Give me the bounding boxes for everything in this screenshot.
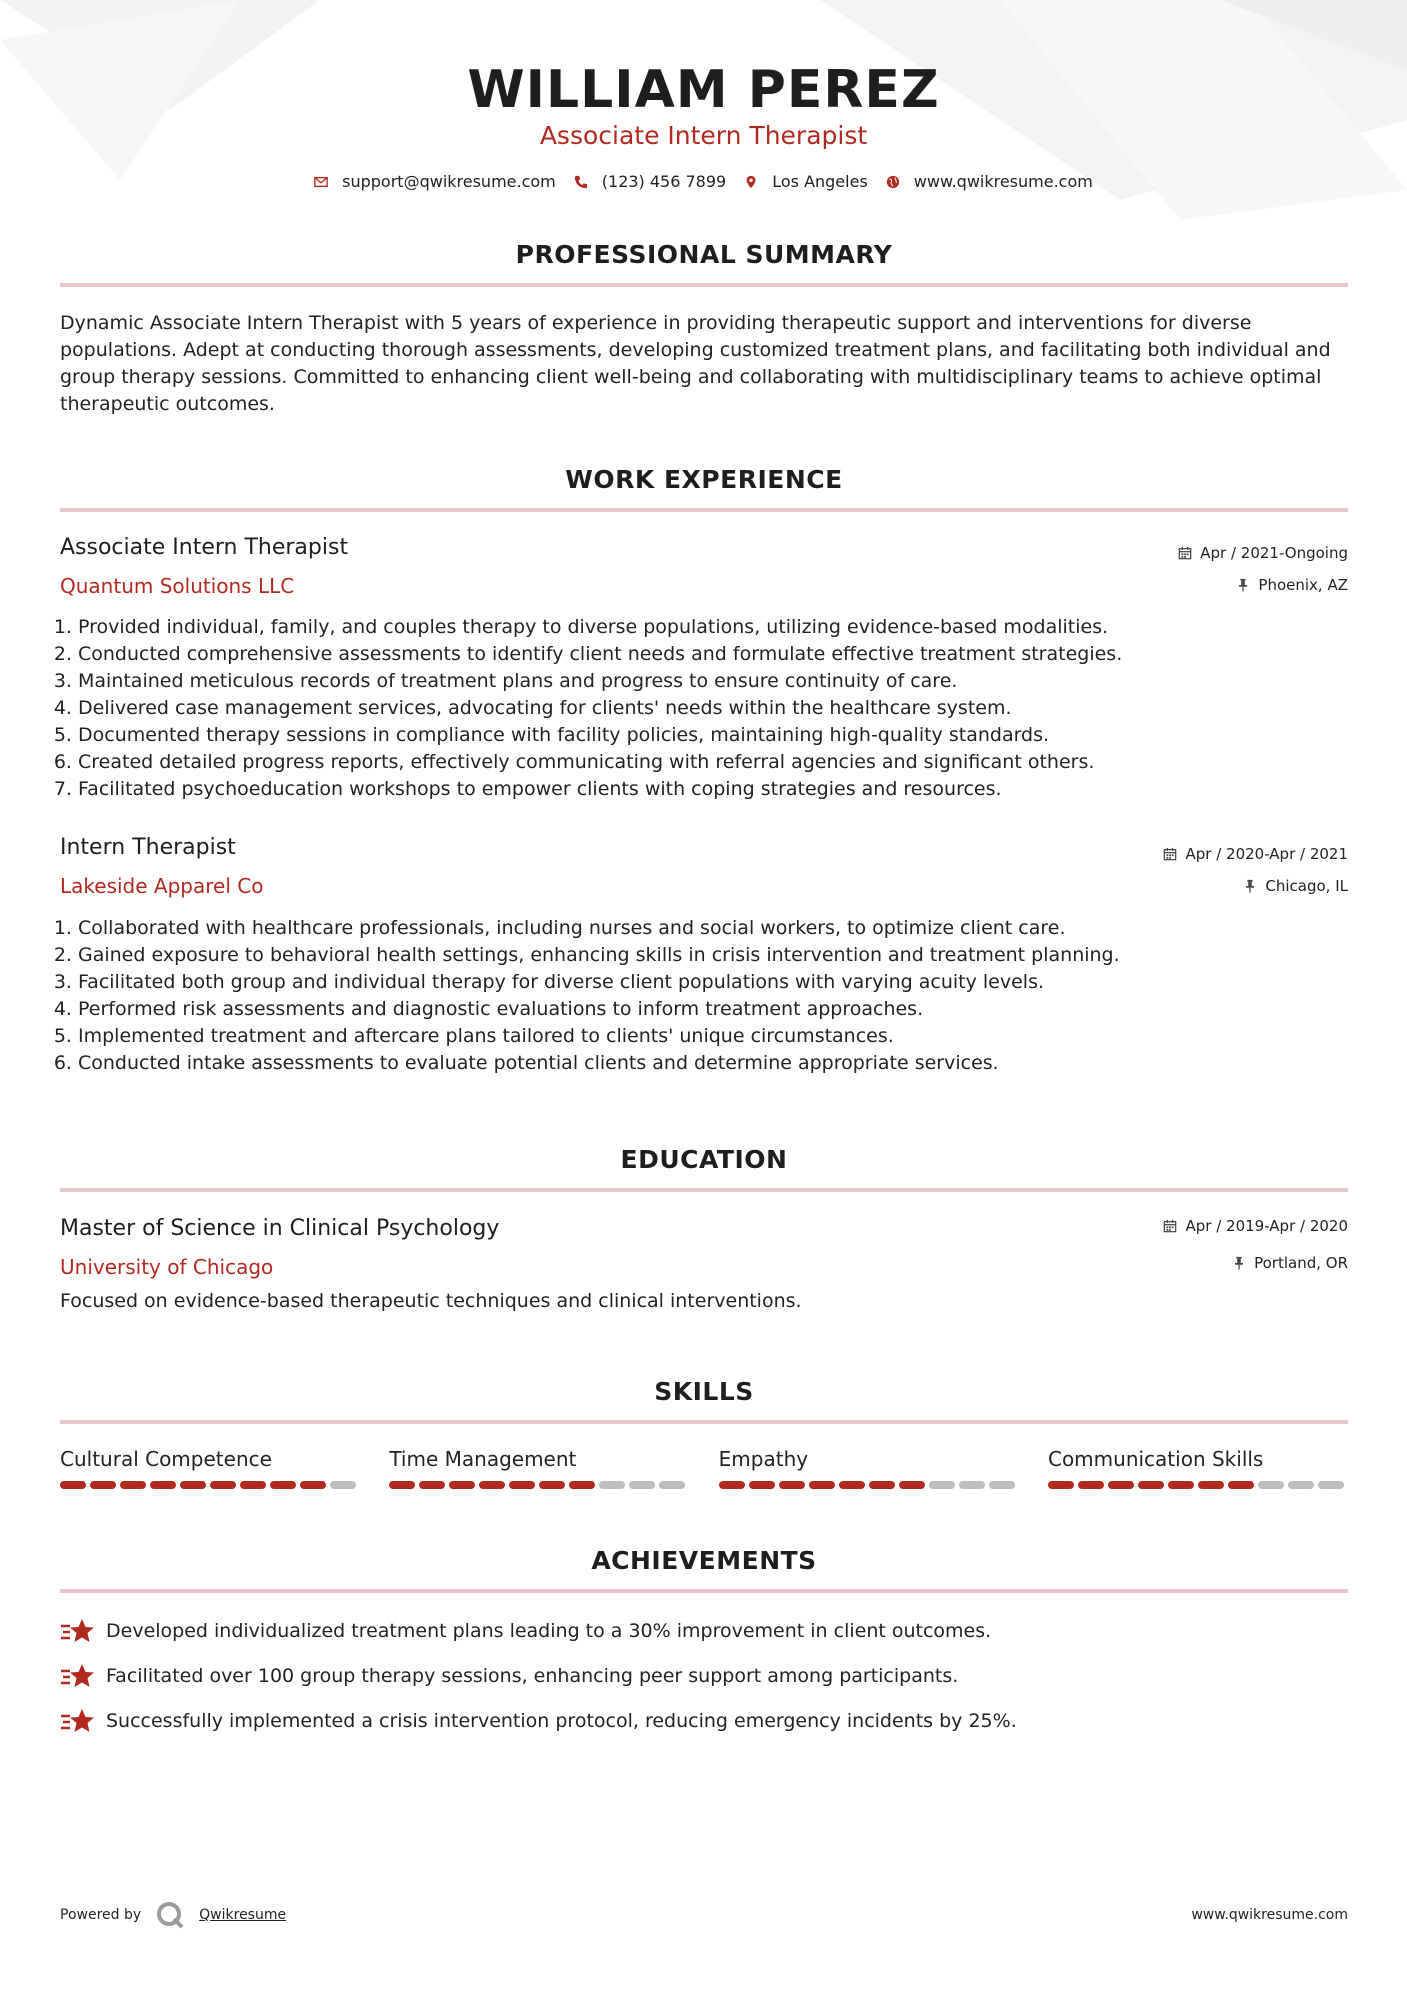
skills-list (60, 1447, 1348, 1489)
achievement-text: Successfully implemented a crisis intervention protocol, reducing emergency incidents by 25%. (106, 1710, 1017, 1732)
job-bullet-list (60, 614, 1366, 803)
skill-rating-bar (60, 1481, 360, 1489)
skill-segment-filled (150, 1481, 176, 1489)
education-heading: EDUCATION (620, 1145, 788, 1174)
envelope-icon (314, 175, 328, 189)
skill-item (719, 1447, 1019, 1489)
contact-website[interactable] (886, 172, 1093, 191)
skill-segment-filled (479, 1481, 505, 1489)
skill-segment-filled (1198, 1481, 1224, 1489)
skill-name: Empathy (718, 1447, 809, 1471)
skill-name: Communication Skills (1047, 1447, 1264, 1471)
experience-divider (60, 508, 1348, 512)
contact-phone-text: (123) 456 7899 (601, 172, 727, 191)
education-dates-text: Apr / 2019-Apr / 2020 (1185, 1217, 1348, 1235)
job-bullet: 7. Facilitated psychoeducation workshops to empower clients with coping strategies and resources. (78, 776, 1366, 803)
candidate-role: Associate Intern Therapist (539, 121, 868, 150)
skill-rating-bar (389, 1481, 689, 1489)
skill-segment-filled (419, 1481, 445, 1489)
contact-bar (0, 172, 1407, 191)
job-dates-text: Apr / 2021-Ongoing (1200, 544, 1348, 562)
achievement-item (60, 1662, 958, 1690)
calendar-icon (1178, 546, 1192, 560)
contact-email-text: support@qwikresume.com (342, 172, 556, 191)
contact-website-text: www.qwikresume.com (913, 172, 1093, 191)
achievement-text: Developed individualized treatment plans leading to a 30% improvement in client outcomes. (106, 1620, 992, 1642)
job-title: Intern Therapist (60, 835, 236, 860)
contact-location (744, 172, 868, 191)
footer-powered-by (60, 1900, 286, 1930)
pushpin-icon (1243, 879, 1257, 893)
skill-rating-bar (1048, 1481, 1348, 1489)
job-location (1236, 576, 1348, 594)
skill-segment-filled (270, 1481, 296, 1489)
skill-rating-bar (719, 1481, 1019, 1489)
job-bullet: 3. Facilitated both group and individual therapy for diverse client populations with varying acuity levels. (78, 969, 1366, 996)
skill-segment-filled (569, 1481, 595, 1489)
skill-segment-empty (659, 1481, 685, 1489)
skill-segment-empty (330, 1481, 356, 1489)
skill-segment-empty (929, 1481, 955, 1489)
summary-divider (60, 283, 1348, 287)
skill-segment-filled (449, 1481, 475, 1489)
skill-segment-filled (210, 1481, 236, 1489)
achievement-item (60, 1707, 1017, 1735)
star-icon (60, 1617, 96, 1645)
education-location-text: Portland, OR (1254, 1254, 1348, 1272)
job-bullet-list (60, 915, 1366, 1077)
achievement-item (60, 1617, 991, 1645)
skill-segment-filled (839, 1481, 865, 1489)
job-company: Lakeside Apparel Co (60, 874, 264, 898)
skill-segment-filled (719, 1481, 745, 1489)
skill-segment-filled (1078, 1481, 1104, 1489)
experience-heading: WORK EXPERIENCE (565, 465, 843, 494)
skill-item (60, 1447, 360, 1489)
qwikresume-link[interactable]: Qwikresume (199, 1907, 287, 1923)
summary-heading: PROFESSIONAL SUMMARY (515, 240, 893, 269)
skill-segment-empty (599, 1481, 625, 1489)
job-dates (1178, 544, 1348, 562)
skill-segment-filled (180, 1481, 206, 1489)
job-bullet: 4. Delivered case management services, advocating for clients' needs within the healthcare system. (78, 695, 1366, 722)
job-bullet: 4. Performed risk assessments and diagnostic evaluations to inform treatment approaches. (78, 996, 1366, 1023)
job-bullet: 1. Collaborated with healthcare professionals, including nurses and social workers, to optimize client care. (78, 915, 1366, 942)
contact-phone[interactable] (574, 172, 726, 191)
job-company: Quantum Solutions LLC (60, 574, 295, 598)
skill-segment-filled (1108, 1481, 1134, 1489)
skill-segment-filled (899, 1481, 925, 1489)
education-description: Focused on evidence-based therapeutic techniques and clinical interventions. (60, 1290, 802, 1312)
job-bullet: 2. Conducted comprehensive assessments to identify client needs and formulate effective treatment strategies. (78, 641, 1366, 668)
job-location-text: Chicago, IL (1265, 877, 1348, 895)
job-bullet: 6. Created detailed progress reports, effectively communicating with referral agencies and significant others. (78, 749, 1366, 776)
skill-segment-empty (1318, 1481, 1344, 1489)
skill-segment-filled (1168, 1481, 1194, 1489)
job-dates (1163, 845, 1348, 863)
skill-segment-empty (989, 1481, 1015, 1489)
skill-segment-filled (300, 1481, 326, 1489)
job-bullet: 5. Documented therapy sessions in compliance with facility policies, maintaining high-quality standards. (78, 722, 1366, 749)
skill-segment-filled (389, 1481, 415, 1489)
job-bullet: 3. Maintained meticulous records of treatment plans and progress to ensure continuity of care. (78, 668, 1366, 695)
skill-name: Cultural Competence (60, 1447, 272, 1471)
phone-icon (574, 175, 588, 189)
pushpin-icon (1232, 1256, 1246, 1270)
skill-segment-filled (779, 1481, 805, 1489)
skill-segment-filled (809, 1481, 835, 1489)
calendar-icon (1163, 847, 1177, 861)
skill-item (1048, 1447, 1348, 1489)
calendar-icon (1163, 1219, 1177, 1233)
contact-email[interactable] (314, 172, 556, 191)
skills-heading: SKILLS (654, 1377, 754, 1406)
job-bullet: 6. Conducted intake assessments to evaluate potential clients and determine appropriate services. (78, 1050, 1366, 1077)
skill-segment-empty (1258, 1481, 1284, 1489)
education-dates (1163, 1217, 1348, 1235)
footer-website[interactable]: www.qwikresume.com (1191, 1907, 1348, 1923)
job-location-text: Phoenix, AZ (1258, 576, 1348, 594)
job-bullet: 1. Provided individual, family, and couples therapy to diverse populations, utilizing evidence-based modalities. (78, 614, 1366, 641)
globe-icon (886, 175, 900, 189)
qwikresume-logo-icon (155, 1900, 185, 1930)
education-degree: Master of Science in Clinical Psychology (60, 1216, 500, 1241)
skill-segment-empty (959, 1481, 985, 1489)
skill-segment-filled (749, 1481, 775, 1489)
skill-segment-filled (60, 1481, 86, 1489)
education-location (1232, 1254, 1348, 1272)
star-icon (60, 1662, 96, 1690)
skill-segment-filled (1048, 1481, 1074, 1489)
skill-segment-empty (629, 1481, 655, 1489)
map-marker-icon (744, 175, 758, 189)
job-bullet: 5. Implemented treatment and aftercare plans tailored to clients' unique circumstances. (78, 1023, 1366, 1050)
job-bullet: 2. Gained exposure to behavioral health settings, enhancing skills in crisis intervention and treatment planning. (78, 942, 1366, 969)
contact-location-text: Los Angeles (772, 172, 868, 191)
skill-segment-filled (539, 1481, 565, 1489)
skill-segment-filled (1228, 1481, 1254, 1489)
summary-text: Dynamic Associate Intern Therapist with 5 years of experience in providing therapeutic support and interventions for diverse populations. Adept at conducting thorough assessments, developing customized treatment plans, and facilitating both individual and group therapy sessions. Committed to enhancing client well-being and collaborating with multidisciplinary teams to achieve optimal therapeutic outcomes. (60, 312, 1331, 415)
skill-name: Time Management (389, 1447, 577, 1471)
skill-segment-filled (869, 1481, 895, 1489)
powered-by-label: Powered by (60, 1907, 142, 1923)
pushpin-icon (1236, 578, 1250, 592)
achievements-heading: ACHIEVEMENTS (591, 1546, 817, 1575)
candidate-name: WILLIAM PEREZ (467, 60, 940, 120)
skill-item (389, 1447, 689, 1489)
job-title: Associate Intern Therapist (60, 535, 349, 560)
skill-segment-filled (90, 1481, 116, 1489)
skill-segment-filled (509, 1481, 535, 1489)
skill-segment-empty (1288, 1481, 1314, 1489)
education-school: University of Chicago (60, 1255, 274, 1279)
star-icon (60, 1707, 96, 1735)
job-dates-text: Apr / 2020-Apr / 2021 (1185, 845, 1348, 863)
achievement-text: Facilitated over 100 group therapy sessions, enhancing peer support among participants. (106, 1665, 959, 1687)
skill-segment-filled (240, 1481, 266, 1489)
education-divider (60, 1188, 1348, 1192)
achievements-divider (60, 1589, 1348, 1593)
skills-divider (60, 1420, 1348, 1424)
skill-segment-filled (120, 1481, 146, 1489)
skill-segment-filled (1138, 1481, 1164, 1489)
job-location (1243, 877, 1348, 895)
